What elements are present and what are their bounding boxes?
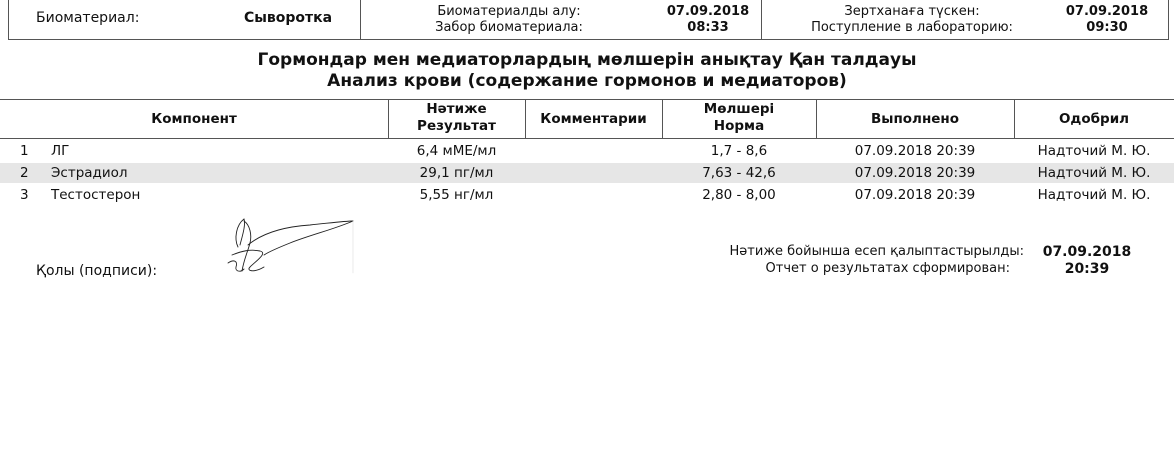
lab-label-ru: Поступление в лабораторию: (811, 20, 1013, 35)
col-header-norm-ru: Норма (713, 118, 765, 134)
component-name: ЛГ (51, 143, 70, 159)
report-title-kz: Гормондар мен медиаторлардың мөлшерін анықтау Қан талдауы (257, 50, 917, 70)
sample-info-header (0, 0, 1174, 40)
performed-datetime: 07.09.2018 20:39 (854, 187, 976, 203)
table-row (0, 141, 1174, 161)
biomaterial-value: Сыворотка (244, 10, 333, 26)
col-header-performed: Выполнено (870, 111, 960, 127)
collection-date: 07.09.2018 (666, 4, 750, 19)
component-name: Тестостерон (51, 187, 141, 203)
row-number: 1 (20, 143, 29, 159)
report-label-kz: Нәтиже бойынша есеп қалыптастырылды: (729, 244, 1024, 259)
report-time: 20:39 (1064, 261, 1110, 277)
report-title-ru: Анализ крови (содержание гормонов и медиаторов) (327, 71, 847, 91)
col-header-approved: Одобрил (1058, 111, 1130, 127)
signature-image (220, 215, 360, 275)
performed-datetime: 07.09.2018 20:39 (854, 165, 976, 181)
row-number: 3 (20, 187, 29, 203)
signature-label: Қолы (подписи): (36, 263, 158, 279)
approved-by: Надточий М. Ю. (1037, 165, 1151, 181)
result-value: 29,1 пг/мл (419, 165, 494, 181)
col-header-result-kz: Нәтиже (426, 101, 487, 117)
results-table-header (0, 99, 1174, 139)
col-header-comments: Комментарии (540, 111, 647, 127)
col-header-result-ru: Результат (417, 118, 496, 134)
col-header-norm-kz: Мөлшері (703, 101, 775, 117)
norm-range: 1,7 - 8,6 (710, 143, 768, 159)
lab-time: 09:30 (1086, 20, 1128, 35)
collection-label-kz: Биоматериалды алу: (437, 4, 581, 19)
lab-label-kz: Зертханаға түскен: (844, 4, 980, 19)
norm-range: 2,80 - 8,00 (702, 187, 776, 203)
report-date: 07.09.2018 (1042, 244, 1132, 260)
lab-date: 07.09.2018 (1065, 4, 1149, 19)
norm-range: 7,63 - 42,6 (702, 165, 776, 181)
performed-datetime: 07.09.2018 20:39 (854, 143, 976, 159)
approved-by: Надточий М. Ю. (1037, 187, 1151, 203)
col-header-component: Компонент (151, 111, 237, 127)
table-row (0, 185, 1174, 205)
row-number: 2 (20, 165, 29, 181)
table-row (0, 163, 1174, 183)
result-value: 5,55 нг/мл (419, 187, 494, 203)
collection-label-ru: Забор биоматериала: (435, 20, 583, 35)
report-label-ru: Отчет о результатах сформирован: (765, 261, 1010, 276)
component-name: Эстрадиол (51, 165, 128, 181)
collection-time: 08:33 (687, 20, 729, 35)
result-value: 6,4 мМЕ/мл (416, 143, 497, 159)
approved-by: Надточий М. Ю. (1037, 143, 1151, 159)
biomaterial-label: Биоматериал: (36, 10, 140, 26)
